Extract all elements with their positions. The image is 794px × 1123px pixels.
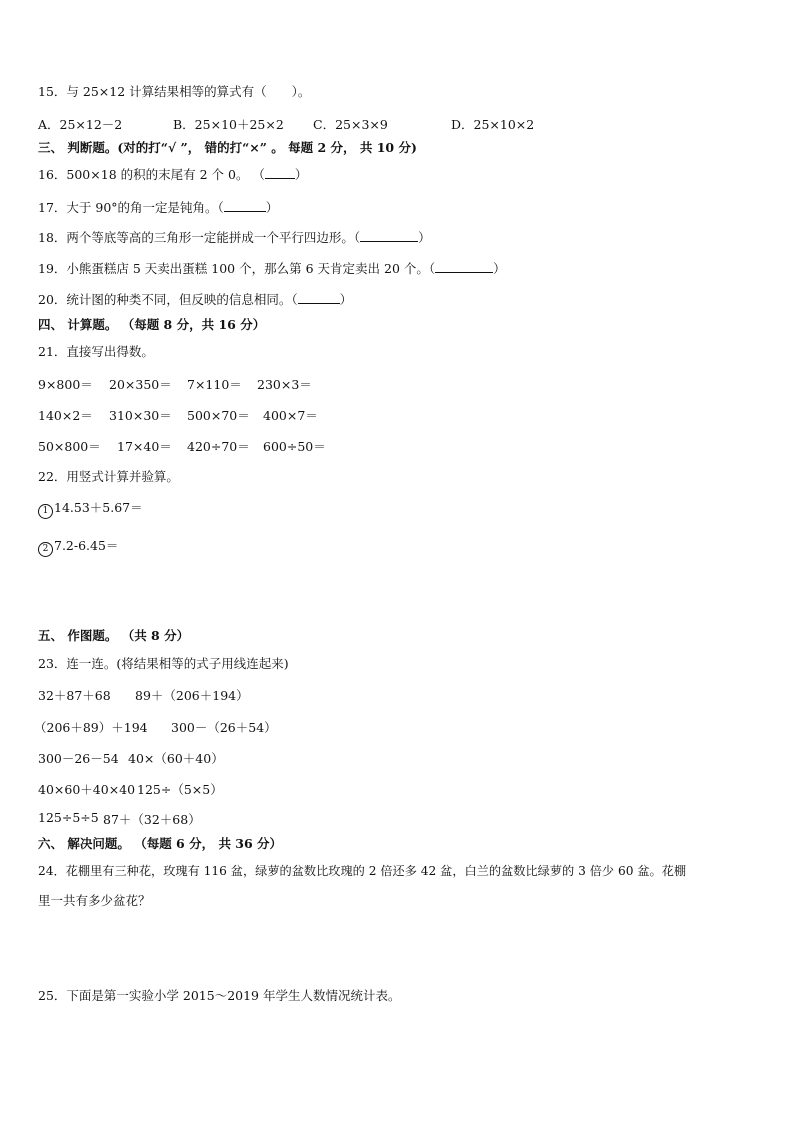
q21-item: 50×800＝ <box>38 439 101 454</box>
question-25: 25．下面是第一实验小学 2015～2019 年学生人数情况统计表。 <box>38 988 401 1003</box>
q23-right-expr[interactable]: 125÷（5×5） <box>137 782 223 797</box>
question-18: 18．两个等底等高的三角形一定能拼成一个平行四边形。（ ） <box>38 230 431 245</box>
q21-item: 7×110＝ <box>187 377 242 392</box>
question-21-stem: 21．直接写出得数。 <box>38 344 154 359</box>
q21-item: 140×2＝ <box>38 408 93 423</box>
q15-option-d: D．25×10×2 <box>451 117 535 132</box>
q21-item: 500×70＝ <box>187 408 250 423</box>
question-15-stem: 15．与 25×12 计算结果相等的算式有（ ）。 <box>38 84 311 99</box>
q21-item: 9×800＝ <box>38 377 93 392</box>
question-23-stem: 23．连一连。(将结果相等的式子用线连起来) <box>38 656 289 671</box>
q15-option-c: C．25×3×9 <box>313 117 388 132</box>
q23-right-expr[interactable]: 40×（60＋40） <box>128 751 224 766</box>
q23-right-expr[interactable]: 89＋（206＋194） <box>135 688 249 703</box>
q17-answer-blank[interactable] <box>224 199 266 212</box>
q15-option-b: B．25×10＋25×2 <box>173 117 284 132</box>
circled-number-2: 2 <box>38 542 53 557</box>
q20-text: 20．统计图的种类不同，但反映的信息相同。（ <box>38 292 298 307</box>
q18-text: 18．两个等底等高的三角形一定能拼成一个平行四边形。（ <box>38 230 361 245</box>
q23-right-expr[interactable]: 300－（26＋54） <box>171 720 277 735</box>
q16-text: 16．500×18 的积的末尾有 2 个 0。 （ <box>38 167 265 182</box>
question-16: 16．500×18 的积的末尾有 2 个 0。 （ ） <box>38 167 308 182</box>
question-22-stem: 22．用竖式计算并验算。 <box>38 469 179 484</box>
q21-item: 310×30＝ <box>109 408 172 423</box>
question-19: 19．小熊蛋糕店 5 天卖出蛋糕 100 个，那么第 6 天肯定卖出 20 个。（ ） <box>38 261 506 276</box>
q22-item-1: 1 14.53＋5.67＝ <box>38 500 143 519</box>
q22-item-2: 2 7.2-6.45＝ <box>38 538 118 557</box>
q19-text: 19．小熊蛋糕店 5 天卖出蛋糕 100 个，那么第 6 天肯定卖出 20 个。（ <box>38 261 436 276</box>
q20-answer-blank[interactable] <box>298 291 340 304</box>
q23-left-expr[interactable]: 300－26－54 <box>38 751 119 766</box>
q16-answer-blank[interactable] <box>265 166 295 179</box>
q23-left-expr[interactable]: 125÷5÷5 <box>38 810 99 825</box>
section-3-title: 三、 判断题。(对的打“√ ”， 错的打“×” 。 每题 2 分， 共 10 分) <box>38 140 417 155</box>
question-24-line-2: 里一共有多少盆花？ <box>38 893 151 908</box>
q21-item: 17×40＝ <box>117 439 172 454</box>
q15-option-a: A．25×12－2 <box>38 117 123 132</box>
q23-left-expr[interactable]: 32＋87＋68 <box>38 688 111 703</box>
q21-item: 420÷70＝ <box>187 439 250 454</box>
q21-item: 600÷50＝ <box>263 439 326 454</box>
question-20: 20．统计图的种类不同，但反映的信息相同。（ ） <box>38 292 353 307</box>
section-6-title: 六、 解决问题。 （每题 6 分， 共 36 分） <box>38 836 283 851</box>
circled-number-1: 1 <box>38 504 53 519</box>
section-4-title: 四、 计算题。 （每题 8 分，共 16 分） <box>38 317 266 332</box>
q23-left-expr[interactable]: （206＋89）＋194 <box>34 720 148 735</box>
q21-item: 400×7＝ <box>263 408 318 423</box>
question-17: 17．大于 90°的角一定是钝角。（ ） <box>38 200 279 215</box>
q21-item: 20×350＝ <box>109 377 172 392</box>
question-24-line-1: 24．花棚里有三种花，玫瑰有 116 盆，绿萝的盆数比玫瑰的 2 倍还多 42 盆，白兰的盆数比绿萝的 3 倍少 60 盆。花棚 <box>38 864 687 878</box>
q21-item: 230×3＝ <box>257 377 312 392</box>
q23-left-expr[interactable]: 40×60＋40×40 <box>38 782 136 797</box>
q23-right-expr[interactable]: 87＋（32＋68） <box>103 812 201 827</box>
q18-answer-blank[interactable] <box>360 229 418 242</box>
q19-answer-blank[interactable] <box>435 260 493 273</box>
section-5-title: 五、 作图题。 （共 8 分） <box>38 628 190 643</box>
q17-text: 17．大于 90°的角一定是钝角。（ <box>38 200 224 215</box>
